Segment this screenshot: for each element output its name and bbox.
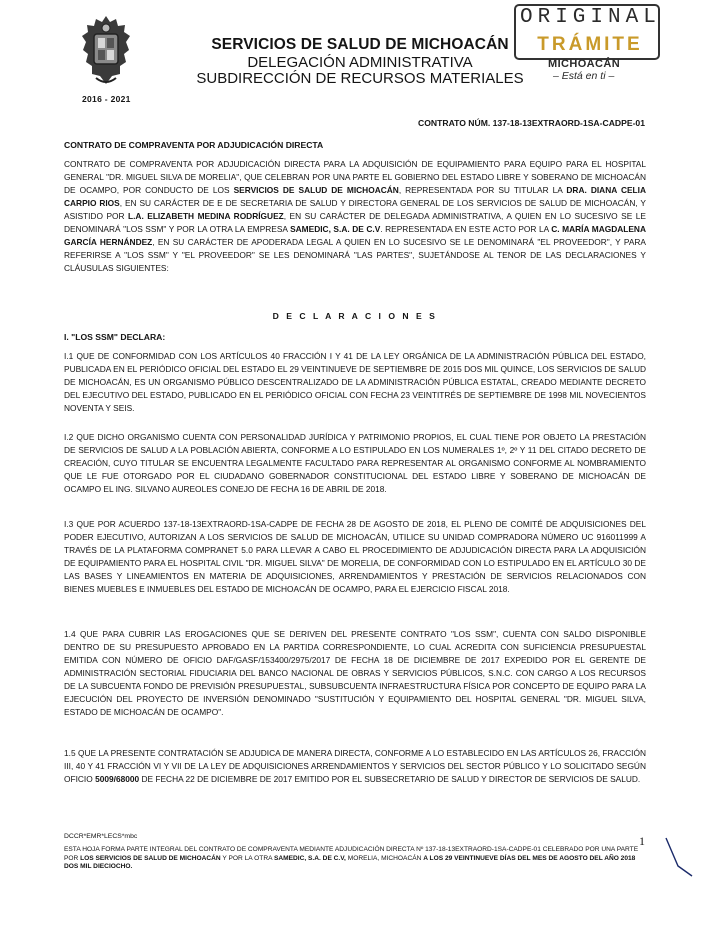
clause-1-4: 1.4 QUE PARA CUBRIR LAS EROGACIONES QUE SE DERIVEN DEL PRESENTE CONTRATO "LOS SSM", CUENTA CON SALDO DISPONIBLE DENTRO DE SU PRESUPUESTO APROBADO EN LA PARTIDA CORRESPONDIENTE, LO CUAL ACREDITA CON SUFICIENCIA PRESUPUESTAL EMITIDA CON NÚMERO DE OFICIO DAF/GASF/153400/2975/2017 DE FECHA 18 DE DICIEMBRE DE 2017 EXPEDIDO POR EL GERENTE DE ADMINISTRACIÓN SECTORIAL FIDUCIARIA DEL BANCO NACIONAL DE OBRAS Y SERVICIOS PÚBLICOS, S.N.C. CON CARGO A LOS RECURSOS DE LA SUBCUENTA FONDO DE PREVISIÓN PRESUPUESTAL, SUBSUBCUENTA INFRAESTRUCTURA FÍSICA POR CONCEPTO DE EQUIPO PARA LA EJECUCIÓN DEL PROYECTO DE INVERSIÓN DENOMINADO "SUSTITUCIÓN Y EQUIPAMIENTO DEL HOSPITAL GENERAL "DR. MIGUEL SILVA, ESTADO DE MICHOACÁN DE OCAMPO". xyxy=(64,629,646,717)
footer-text-2: Y POR LA OTRA xyxy=(220,854,274,862)
clause-1-1: I.1 QUE DE CONFORMIDAD CON LOS ARTÍCULOS 40 FRACCIÓN I Y 41 DE LA LEY ORGÁNICA DE LA ADMINISTRACIÓN PÚBLICA DEL ESTADO, PUBLICADA EN EL PERIÓDICO OFICIAL DEL ESTADO EL 29 VEINTINUEVE DE SEPTIEMBRE DE 2015 DOS MIL QUINCE, LOS SERVICIOS DE SALUD DE MICHOACÁN, ES UN ORGANISMO PÚBLICO DESCENTRALIZADO DE LA ADMINISTRACIÓN PÚBLICA ESTATAL, CREADO MEDIANTE DECRETO DEL EJECUTIVO DEL ESTADO, PUBLICADO EN EL PERIÓDICO OFICIAL CON FECHA 23 VEINTITRÉS DE SEPTIEMBRE DE 1998 MIL NOVECIENTOS NOVENTA Y SEIS. xyxy=(64,351,646,413)
michoacan-coat-of-arms-logo xyxy=(80,14,132,88)
page-number: 1 xyxy=(639,834,645,848)
footer-bold-entity: LOS SERVICIOS DE SALUD DE MICHOACÁN xyxy=(80,854,221,862)
michoacan-brand-text: MICHOACÁN xyxy=(548,58,621,70)
intro-bold-company: SAMEDIC, S.A. DE C.V xyxy=(290,224,381,234)
intro-text-4: , EN SU CARÁCTER DE DELEGADA ADMINISTRATIVA, A QUIEN EN LO SUCESIVO SE LE DENOMINARÁ "LOS SSM" Y POR LA OTRA LA EMPRESA xyxy=(64,211,646,234)
clause-1-5-office-number: 5009/68000 xyxy=(95,774,140,784)
intro-text-1: CONTRATO DE COMPRAVENTA POR ADJUDICACIÓN DIRECTA PARA LA ADQUISICIÓN DE EQUIPAMIENTO PARA EQUIPO PARA EL HOSPITAL GENERAL "DR. MIGUEL SILVA DE MORELIA", QUE CELEBRAN POR UNA PARTE EL GOBIERNO DEL ESTADO LIBRE Y SOBERANO DE MICHOACÁN DE OCAMPO, POR CONDUCTO DE LOS xyxy=(64,159,646,195)
footer-bold-date: A LOS 29 VEINTINUEVE DÍAS DEL MES DE AGOSTO DEL AÑO 2018 DOS MIL DIECIOCHO. xyxy=(64,854,636,871)
clause-1-5-text: 1.5 QUE LA PRESENTE CONTRATACIÓN SE ADJUDICA DE MANERA DIRECTA, CONFORME A LO ESTABLECIDO EN LAS ARTÍCULOS 26, FRACCIÓN III, 40 Y 41 FRACCIÓN VI Y VII DE LA LEY DE ADQUISICIONES ARRENDAMIENTOS Y SERVICIOS DEL SECTOR PÚBLICO Y LO SOLICITADO SEGÚN OFICIO xyxy=(64,748,646,784)
footer-initials: DCCR*EMR*LECS*mbc xyxy=(64,833,138,840)
declarations-heading: D E C L A R A C I O N E S xyxy=(272,311,438,321)
intro-paragraph xyxy=(64,158,646,275)
clause-1-3: I.3 QUE POR ACUERDO 137-18-13EXTRAORD-1SA-CADPE DE FECHA 28 DE AGOSTO DE 2018, EL PLENO DE COMITÉ DE ADQUISICIONES DEL PODER EJECUTIVO, AUTORIZAN A LOS SERVICIOS DE SALUD DE MICHOACÁN, UTILICE SU UNIDAD COMPRADORA NÚMERO UC 916011999 A TRAVÉS DE LA PLATAFORMA COMPRANET 5.0 PARA LLEVAR A CABO EL PROCEDIMIENTO DE ADJUDICACIÓN DIRECTA PARA LA ADQUISICIÓN DE EQUIPAMIENTO PARA EL HOSPITAL CIVIL "DR. MIGUEL SILVA" DE MORELIA, DE CONFORMIDAD CON LO ESTIPULADO EN EL ARTÍCULO 30 DE LAS BASES Y LINEAMIENTOS EN MATERIA DE ADQUISICIONES, ARRENDAMIENTOS Y PRESTACIÓN DE SERVICIOS RELACIONADOS CON BIENES MUEBLES E INMUEBLES DEL ESTADO DE MICHOACÁN DE OCAMPO, PARA EL EJERCICIO FISCAL 2018. xyxy=(64,519,646,594)
intro-bold-titular: DRA. DIANA CELIA CARPIO RIOS xyxy=(64,185,646,208)
michoacan-slogan: – Está en ti – xyxy=(553,70,615,82)
header-subtitle-subdirection: SUBDIRECCIÓN DE RECURSOS MATERIALES xyxy=(196,70,524,87)
original-stamp-text: ORIGINAL xyxy=(520,6,661,29)
footer-note xyxy=(64,846,646,872)
intro-bold-entity: SERVICIOS DE SALUD DE MICHOACÁN xyxy=(233,185,399,195)
footer-bold-company: SAMEDIC, S.A. DE C.V, xyxy=(273,854,346,862)
intro-bold-representative: C. MARÍA MAGDALENA GARCÍA HERNÁNDEZ xyxy=(64,224,646,247)
intro-text-6: , EN SU CARÁCTER DE APODERADA LEGAL A QUIEN EN LO SUCESIVO SE LE DENOMINARÁ "EL PROVEEDOR", Y PARA REFERIRSE A "LOS SSM" Y "EL PROVEEDOR" SE LES DENOMINARÁ "LAS PARTES", SUJETÁNDOSE AL TENOR DE LAS DECLARACIONES Y CLÁUSULAS SIGUIENTES: xyxy=(64,237,646,273)
clause-1-2: I.2 QUE DICHO ORGANISMO CUENTA CON PERSONALIDAD JURÍDICA Y PATRIMONIO PROPIOS, EL CUAL TIENE POR OBJETO LA PRESTACIÓN DE SERVICIOS DE SALUD A LA POBLACIÓN ABIERTA, CONFORME A LO ESTIPULADO EN LOS NUMERALES 1º, 2º Y 11 DEL CITADO DECRETO DE CREACIÓN, CUYO TITULAR SE ENCUENTRA LEGALMENTE FACULTADO PARA REPRESENTAR AL ORGANISMO CONFORME AL NOMBRAMIENTO QUE LE FUE OTORGADO POR EL CIUDADANO GOBERNADOR CONSTITUCIONAL DEL ESTADO LIBRE Y SOBERANO DE MICHOACÁN DE OCAMPO EL ING. SILVANO AUREOLES CONEJO DE FECHA 16 DE ABRIL DE 2018. xyxy=(64,432,646,494)
page-title: SERVICIOS DE SALUD DE MICHOACÁN xyxy=(211,36,509,53)
tramite-stamp-text: TRÁMITE xyxy=(537,34,643,55)
clause-1-5-text-end: DE FECHA 22 DE DICIEMBRE DE 2017 EMITIDO POR EL SUBSECRETARIO DE SALUD Y DIRECTOR DE SERVICIOS DE SALUD. xyxy=(139,774,641,784)
intro-bold-delegate: L.A. ELIZABETH MEDINA RODRÍGUEZ xyxy=(128,211,284,221)
signature-mark xyxy=(664,836,694,878)
administration-years: 2016 - 2021 xyxy=(82,94,131,104)
footer-text-3: MORELIA, MICHOACÁN xyxy=(345,854,424,862)
header-subtitle-delegation: DELEGACIÓN ADMINISTRATIVA xyxy=(247,54,473,71)
section-i-heading: I. "LOS SSM" DECLARA: xyxy=(64,332,166,342)
contract-number: CONTRATO NÚM. 137-18-13EXTRAORD-1SA-CADPE-01 xyxy=(418,118,645,128)
intro-text-5: . REPRESENTADA EN ESTE ACTO POR LA xyxy=(380,224,552,234)
intro-text-3: , EN SU CARÁCTER DE E DE SECRETARIA DE SALUD Y DIRECTORA GENERAL DE LOS SERVICIOS DE SALUD DE MICHOACÁN, Y ASISTIDO POR xyxy=(64,198,646,221)
intro-text-2: , REPRESENTADA POR SU TITULAR LA xyxy=(398,185,567,195)
clause-1-5 xyxy=(64,747,646,786)
contract-subject-title: CONTRATO DE COMPRAVENTA POR ADJUDICACIÓN DIRECTA xyxy=(64,140,324,150)
footer-text-1: ESTA HOJA FORMA PARTE INTEGRAL DEL CONTRATO DE COMPRAVENTA MEDIANTE ADJUDICACIÓN DIRECTA Nº 137-18-13EXTRAORD-1SA-CADPE-01 CELEBRADO POR UNA PARTE POR xyxy=(64,846,639,862)
